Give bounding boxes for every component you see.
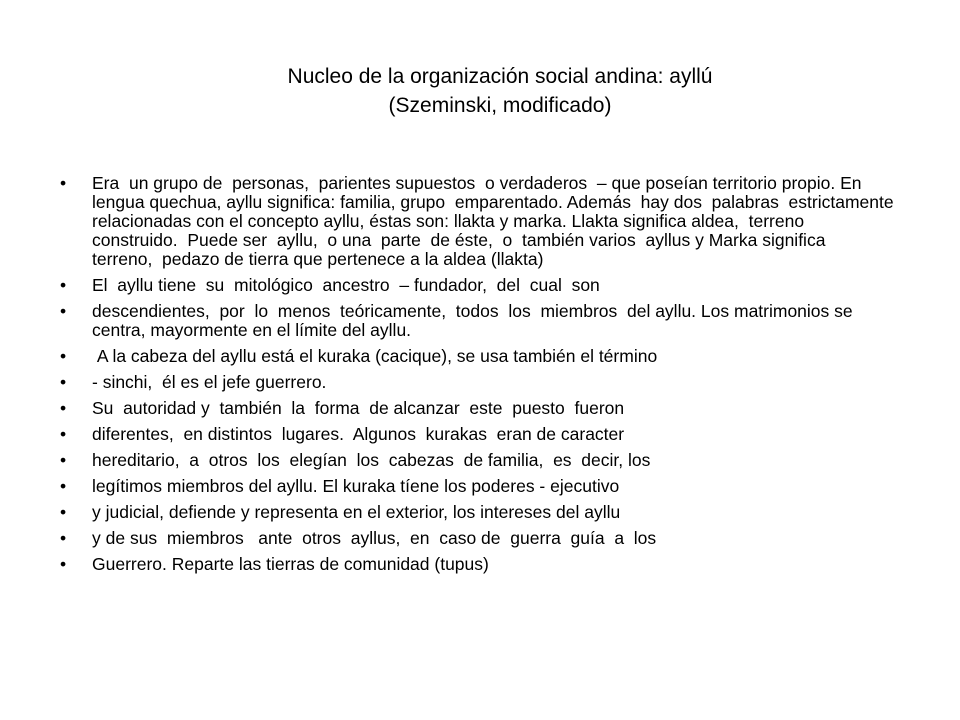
bullet-dot-icon: • xyxy=(60,372,67,392)
bullet-dot-icon: • xyxy=(60,554,67,574)
bullet-item xyxy=(60,347,895,366)
title-line-2: (Szeminski, modificado) xyxy=(388,94,612,117)
bullet-text: A la cabeza del ayllu está el kuraka (cacique), se usa también el término xyxy=(92,346,658,366)
bullet-dot-icon: • xyxy=(60,502,67,522)
bullet-item xyxy=(60,399,895,418)
bullet-dot-icon: • xyxy=(60,173,67,193)
bullet-item xyxy=(60,555,895,574)
slide-title xyxy=(0,62,960,120)
bullet-dot-icon: • xyxy=(60,346,67,366)
bullet-item xyxy=(60,173,899,269)
bullet-text: descendientes, por lo menos teóricamente, todos los miembros del ayllu. Los matrimonios se centra, mayormente en el límite del ayllu. xyxy=(92,301,858,340)
bullet-text: legítimos miembros del ayllu. El kuraka tíene los poderes - ejecutivo xyxy=(92,476,620,496)
bullet-text: Era un grupo de personas, parientes supuestos o verdaderos – que poseían territorio propio. En lengua quechua, ayllu significa: familia, grupo emparentado. Además hay dos palabras estrictamente relacionadas con el concepto ayllu, éstas son: llakta y marka. Llakta significa aldea, terreno construido. Puede ser ayllu, o una parte de éste, o también varios ayllus y Marka significa terreno, pedazo de tierra que pertenece a la aldea (llakta) xyxy=(92,173,899,269)
bullet-dot-icon: • xyxy=(60,450,67,470)
bullet-dot-icon: • xyxy=(60,275,67,295)
bullet-item xyxy=(60,302,895,340)
bullet-item xyxy=(60,373,895,392)
bullet-dot-icon: • xyxy=(60,301,67,321)
bullet-item xyxy=(60,477,895,496)
bullet-item xyxy=(60,529,895,548)
bullet-item xyxy=(60,425,895,444)
bullet-text: - sinchi, él es el jefe guerrero. xyxy=(92,372,327,392)
bullet-text: diferentes, en distintos lugares. Algunos kurakas eran de caracter xyxy=(92,424,625,444)
bullet-text: y de sus miembros ante otros ayllus, en caso de guerra guía a los xyxy=(92,528,657,548)
bullet-dot-icon: • xyxy=(60,424,67,444)
bullet-item xyxy=(60,503,895,522)
bullet-item xyxy=(60,451,895,470)
title-line-1: Nucleo de la organización social andina: ayllú xyxy=(287,65,713,88)
bullet-text: Su autoridad y también la forma de alcanzar este puesto fueron xyxy=(92,398,625,418)
bullet-dot-icon: • xyxy=(60,398,67,418)
bullet-dot-icon: • xyxy=(60,476,67,496)
bullet-text: Guerrero. Reparte las tierras de comunidad (tupus) xyxy=(92,554,489,574)
bullet-list xyxy=(60,173,899,581)
bullet-text: El ayllu tiene su mitológico ancestro – fundador, del cual son xyxy=(92,275,600,295)
bullet-dot-icon: • xyxy=(60,528,67,548)
bullet-text: hereditario, a otros los elegían los cabezas de familia, es decir, los xyxy=(92,450,651,470)
bullet-text: y judicial, defiende y representa en el exterior, los intereses del ayllu xyxy=(92,502,621,522)
bullet-item xyxy=(60,276,895,295)
